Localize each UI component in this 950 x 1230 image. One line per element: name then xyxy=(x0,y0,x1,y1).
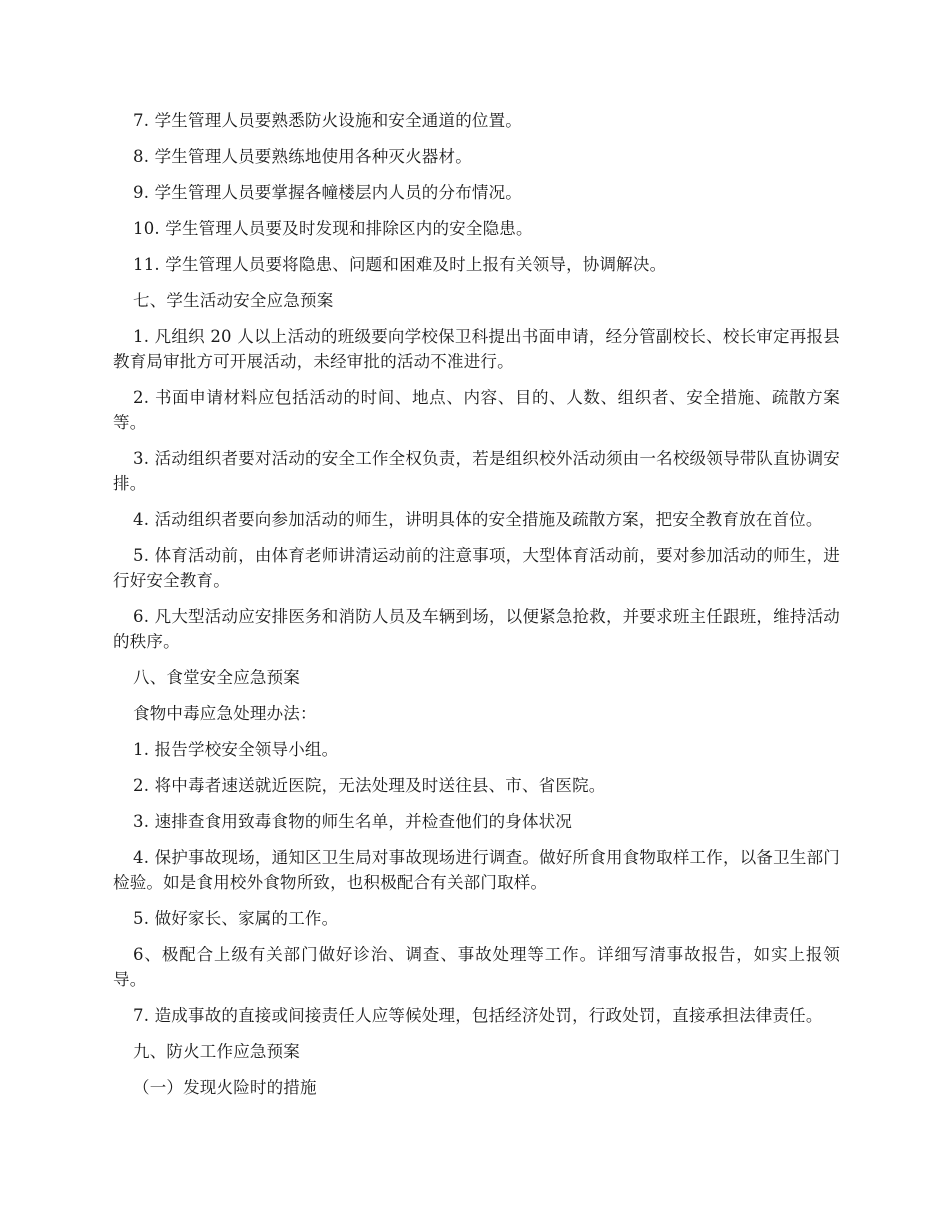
paragraph-item-7-fire-facilities: 7. 学生管理人员要熟悉防火设施和安全通道的位置。 xyxy=(133,111,522,130)
paragraph-canteen-4: 4. 保护事故现场，通知区卫生局对事故现场进行调查。做好所食用食物取样工作，以备卫生部门检验。如是食用校外食物所致，也积极配合有关部门取样。 xyxy=(113,848,840,892)
section-heading-canteen: 八、食堂安全应急预案 xyxy=(133,668,300,687)
paragraph-activity-2: 2. 书面申请材料应包括活动的时间、地点、内容、目的、人数、组织者、安全措施、疏散方案等。 xyxy=(113,388,840,432)
section-heading-fire-prevention: 九、防火工作应急预案 xyxy=(133,1042,300,1061)
paragraph-canteen-1: 1. 报告学校安全领导小组。 xyxy=(133,740,339,759)
paragraph-activity-1: 1. 凡组织 20 人以上活动的班级要向学校保卫科提出书面申请，经分管副校长、校长审定再报县教育局审批方可开展活动，未经审批的活动不准进行。 xyxy=(113,327,840,371)
document-body xyxy=(113,108,840,1111)
section-heading-student-activity: 七、学生活动安全应急预案 xyxy=(133,291,334,310)
paragraph-canteen-7: 7. 造成事故的直接或间接责任人应等候处理，包括经济处罚，行政处罚，直接承担法律责任。 xyxy=(133,1006,823,1025)
paragraph-activity-6: 6. 凡大型活动应安排医务和消防人员及车辆到场，以便紧急抢救，并要求班主任跟班，维持活动的秩序。 xyxy=(113,607,840,651)
paragraph-item-11-reporting: 11. 学生管理人员要将隐患、问题和困难及时上报有关领导，协调解决。 xyxy=(133,255,667,274)
paragraph-item-10-hazards: 10. 学生管理人员要及时发现和排除区内的安全隐患。 xyxy=(133,219,533,238)
paragraph-canteen-3: 3. 速排查食用致毒食物的师生名单，并检查他们的身体状况 xyxy=(133,812,573,831)
subheading-fire-discovery: （一）发现火险时的措施 xyxy=(133,1078,317,1097)
paragraph-item-9-personnel-distribution: 9. 学生管理人员要掌握各幢楼层内人员的分布情况。 xyxy=(133,183,522,202)
paragraph-canteen-5: 5. 做好家长、家属的工作。 xyxy=(133,909,339,928)
paragraph-activity-3: 3. 活动组织者要对活动的安全工作全权负责，若是组织校外活动须由一名校级领导带队直协调安排。 xyxy=(113,449,840,493)
paragraph-canteen-6: 6、极配合上级有关部门做好诊治、调查、事故处理等工作。详细写清事故报告，如实上报领导。 xyxy=(113,945,840,989)
paragraph-item-8-extinguishers: 8. 学生管理人员要熟练地使用各种灭火器材。 xyxy=(133,147,472,166)
paragraph-canteen-2: 2. 将中毒者速送就近医院，无法处理及时送往县、市、省医院。 xyxy=(133,776,606,795)
subheading-food-poisoning: 食物中毒应急处理办法： xyxy=(133,704,317,723)
paragraph-activity-5: 5. 体育活动前，由体育老师讲清运动前的注意事项，大型体育活动前，要对参加活动的师生，进行好安全教育。 xyxy=(113,546,840,590)
paragraph-activity-4: 4. 活动组织者要向参加活动的师生，讲明具体的安全措施及疏散方案，把安全教育放在首位。 xyxy=(133,510,823,529)
